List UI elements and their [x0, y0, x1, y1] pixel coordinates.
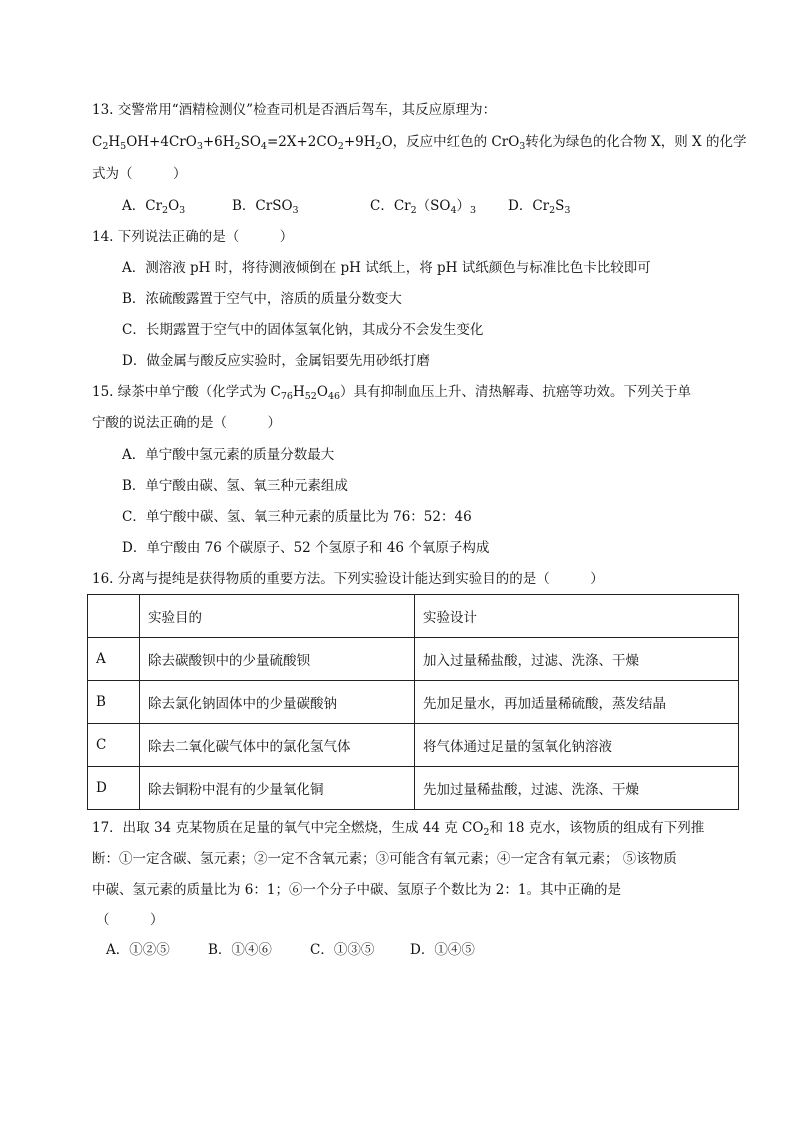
- q17-option-a: A．①②⑤: [106, 942, 170, 958]
- q17-option-b: B．①④⑥: [208, 942, 272, 958]
- q17-option-d: D．①④⑤: [410, 942, 475, 958]
- table-cell-design: 将气体通过足量的氢氧化钠溶液: [415, 724, 739, 767]
- table-cell-design: 先加过量稀盐酸，过滤、洗涤、干燥: [415, 767, 739, 810]
- q15-stem-line1: 15. 绿茶中单宁酸（化学式为 $C_{76}H_{52}O_{46}$）具有抑制血压上升、清热解毒、抗癌等功效。下列关于单: [92, 384, 692, 402]
- q13-stem-line3: 式为（ ）: [92, 166, 187, 182]
- table-row: [88, 724, 739, 767]
- q15-stem-line2: 宁酸的说法正确的是（ ）: [92, 415, 281, 431]
- q13-option-c: C．$Cr_2(SO_4)_3$: [370, 198, 477, 216]
- table-cell-label: A: [88, 638, 140, 681]
- table-row: [88, 681, 739, 724]
- table-cell-label: B: [88, 681, 140, 724]
- q17-stem-line1: 17．出取 34 克某物质在足量的氧气中完全燃烧，生成 44 克 $CO_2$和 18 克水，该物质的组成有下列推: [92, 820, 705, 838]
- table-cell-label: C: [88, 724, 140, 767]
- table-header-cell: 实验设计: [415, 595, 739, 638]
- q13-stem-line1: 13. 交警常用“酒精检测仪”检查司机是否酒后驾车，其反应原理为：: [92, 102, 497, 118]
- q15-option-a: A．单宁酸中氢元素的质量分数最大: [122, 447, 335, 463]
- q13-equation-tail: ，反应中红色的 CrO: [392, 134, 520, 150]
- table-header-row: [88, 595, 739, 638]
- q14-stem: 14. 下列说法正确的是（ ）: [92, 229, 294, 245]
- q15-option-b: B．单宁酸由碳、氢、氧三种元素组成: [122, 478, 348, 494]
- table-row: [88, 767, 739, 810]
- table-cell-purpose: 除去铜粉中混有的少量氧化铜: [140, 767, 415, 810]
- table-cell-purpose: 除去碳酸钡中的少量硫酸钡: [140, 638, 415, 681]
- q17-stem-line3: 中碳、氢元素的质量比为 6：1；⑥一个分子中碳、氢原子个数比为 2：1。其中正确的是: [92, 882, 621, 898]
- q17-answer-blank: （ ）: [96, 912, 164, 928]
- table-cell-purpose: 除去氯化钠固体中的少量碳酸钠: [140, 681, 415, 724]
- q13-option-b: B．CrSO$_3$: [232, 198, 299, 216]
- table-cell-purpose: 除去二氧化碳气体中的氯化氢气体: [140, 724, 415, 767]
- q13-option-a: A．$Cr_2O_3$: [122, 198, 186, 216]
- q16-table: [87, 594, 739, 810]
- q15-option-d: D．单宁酸由 76 个碳原子、52 个氢原子和 46 个氧原子构成: [122, 540, 490, 556]
- q16-stem: 16. 分离与提纯是获得物质的重要方法。下列实验设计能达到实验目的的是（ ）: [92, 571, 604, 587]
- q13-equation-line: $C_2H_5OH+4CrO_3+6H_2SO_4=2X+2CO_2+9H_2O$，反应中红色的 CrO$_3$转化为绿色的化合物 X，则 X 的化学: [92, 134, 747, 152]
- q14-option-c: C．长期露置于空气中的固体氢氧化钠，其成分不会发生变化: [122, 322, 484, 338]
- q14-option-b: B．浓硫酸露置于空气中，溶质的质量分数变大: [122, 291, 402, 307]
- q13-option-d: D．$Cr_2S_3$: [508, 198, 571, 216]
- table-cell-label: D: [88, 767, 140, 810]
- q17-option-c: C．①③⑤: [310, 942, 375, 958]
- table-header-cell: 实验目的: [140, 595, 415, 638]
- q15-option-c: C．单宁酸中碳、氢、氧三种元素的质量比为 76：52：46: [122, 509, 472, 525]
- q14-option-d: D．做金属与酸反应实验时，金属铝要先用砂纸打磨: [122, 353, 430, 369]
- q14-option-a: A．测溶液 pH 时，将待测液倾倒在 pH 试纸上，将 pH 试纸颜色与标准比色卡比较即可: [122, 260, 651, 276]
- table-cell-design: 加入过量稀盐酸，过滤、洗涤、干燥: [415, 638, 739, 681]
- table-cell-design: 先加足量水，再加适量稀硫酸，蒸发结晶: [415, 681, 739, 724]
- q17-stem-line2: 断：①一定含碳、氢元素；②一定不含氧元素；③可能含有氧元素；④一定含有氧元素； ⑤该物质: [92, 851, 677, 867]
- table-row: [88, 638, 739, 681]
- q13-equation-tail2: 转化为绿色的化合物 X，则 X 的化学: [525, 134, 747, 150]
- table-header-cell: [88, 595, 140, 638]
